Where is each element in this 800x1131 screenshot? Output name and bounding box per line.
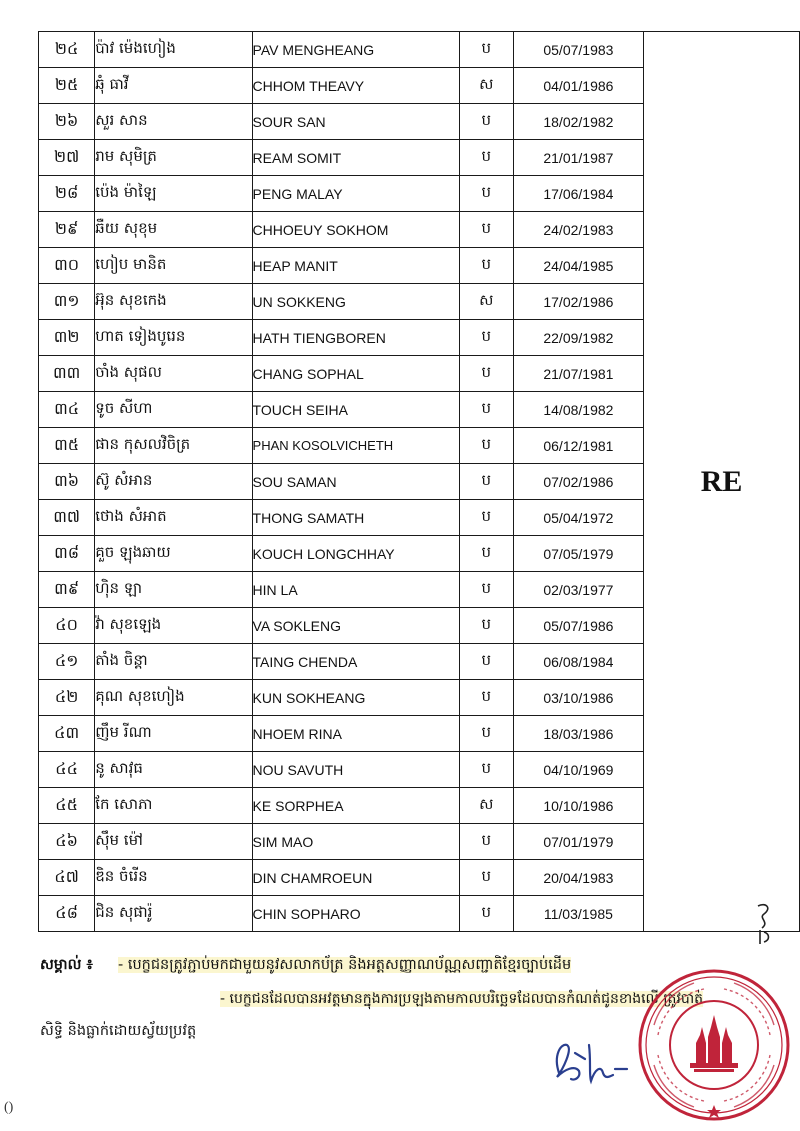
date-of-birth-cell: 03/10/1986: [513, 680, 643, 716]
khmer-name-cell: ថោង សំអាត: [95, 500, 252, 536]
candidate-table-body: [39, 32, 800, 932]
notes-label: សម្គាល់ ៖: [40, 957, 93, 973]
sex-cell: ប: [459, 104, 513, 140]
date-of-birth-cell: 06/08/1984: [513, 644, 643, 680]
sex-cell: ប: [459, 824, 513, 860]
sex-cell: ប: [459, 140, 513, 176]
date-of-birth-cell: 04/01/1986: [513, 68, 643, 104]
khmer-name-cell: ផាន កុសលវិចិត្រ: [95, 428, 252, 464]
date-of-birth-cell: 11/03/1985: [513, 896, 643, 932]
sex-cell: ប: [459, 608, 513, 644]
date-of-birth-cell: 18/02/1982: [513, 104, 643, 140]
signature-image: [545, 1025, 635, 1095]
sex-cell: ប: [459, 752, 513, 788]
latin-name-cell: SIM MAO: [252, 824, 459, 860]
latin-name-cell: CHIN SOPHARO: [252, 896, 459, 932]
date-of-birth-cell: 22/09/1982: [513, 320, 643, 356]
row-number-cell: ៤១: [39, 644, 95, 680]
latin-name-cell: VA SOKLENG: [252, 608, 459, 644]
note-line-1: - បេក្ខជនត្រូវភ្ជាប់មកជាមួយនូវសលាកប័ត្រ និងអត្តសញ្ញាណប័ណ្ណសញ្ជាតិខ្មែរច្បាប់ដើម: [118, 957, 572, 973]
note-line-2: - បេក្ខជនដែលបានអវត្តមានក្នុងការប្រឡងតាមកាលបរិច្ឆេទដែលបានកំណត់ជូនខាងលើ ត្រូវបាត់: [220, 991, 704, 1007]
latin-name-cell: SOUR SAN: [252, 104, 459, 140]
date-of-birth-cell: 02/03/1977: [513, 572, 643, 608]
khmer-name-cell: ប៉ាវ ម៉េងហៀង: [95, 32, 252, 68]
khmer-name-cell: រាម សុមិត្រ: [95, 140, 252, 176]
date-of-birth-cell: 18/03/1986: [513, 716, 643, 752]
sex-cell: ប: [459, 32, 513, 68]
row-number-cell: ៣៥: [39, 428, 95, 464]
date-of-birth-cell: 07/01/1979: [513, 824, 643, 860]
khmer-name-cell: ហ៊ិន ឡា: [95, 572, 252, 608]
latin-name-cell: SOU SAMAN: [252, 464, 459, 500]
khmer-name-cell: អ៊ុន សុខកេង: [95, 284, 252, 320]
latin-name-cell: THONG SAMATH: [252, 500, 459, 536]
khmer-name-cell: ទូច សីហា: [95, 392, 252, 428]
remark-text: RE: [700, 464, 743, 498]
row-number-cell: ៣១: [39, 284, 95, 320]
latin-name-cell: TAING CHENDA: [252, 644, 459, 680]
date-of-birth-cell: 06/12/1981: [513, 428, 643, 464]
latin-name-cell: HATH TIENGBOREN: [252, 320, 459, 356]
date-of-birth-cell: 21/07/1981: [513, 356, 643, 392]
sex-cell: ប: [459, 644, 513, 680]
latin-name-cell: KOUCH LONGCHHAY: [252, 536, 459, 572]
latin-name-cell: PHAN KOSOLVICHETH: [252, 428, 459, 464]
khmer-name-cell: សួរ សាន: [95, 104, 252, 140]
khmer-name-cell: នូ សាវុធ: [95, 752, 252, 788]
row-number-cell: ២៦: [39, 104, 95, 140]
row-number-cell: ៣០: [39, 248, 95, 284]
table-row: [39, 32, 800, 68]
official-seal-icon: [634, 965, 794, 1125]
row-number-cell: ៣៦: [39, 464, 95, 500]
row-number-cell: ៣៨: [39, 536, 95, 572]
row-number-cell: ៤៧: [39, 860, 95, 896]
row-number-cell: ៣៧: [39, 500, 95, 536]
sex-cell: ប: [459, 212, 513, 248]
date-of-birth-cell: 17/02/1986: [513, 284, 643, 320]
sex-cell: ប: [459, 392, 513, 428]
sex-cell: ប: [459, 716, 513, 752]
date-of-birth-cell: 17/06/1984: [513, 176, 643, 212]
khmer-name-cell: ញឹម រីណា: [95, 716, 252, 752]
khmer-name-cell: ចាំង សុផល: [95, 356, 252, 392]
date-of-birth-cell: 05/04/1972: [513, 500, 643, 536]
khmer-name-cell: ឆុំ ធាវី: [95, 68, 252, 104]
row-number-cell: ២៤: [39, 32, 95, 68]
sex-cell: ស: [459, 284, 513, 320]
row-number-cell: ៤៣: [39, 716, 95, 752]
row-number-cell: ៣២: [39, 320, 95, 356]
khmer-name-cell: កែ សោភា: [95, 788, 252, 824]
latin-name-cell: REAM SOMIT: [252, 140, 459, 176]
latin-name-cell: KUN SOKHEANG: [252, 680, 459, 716]
sex-cell: ប: [459, 500, 513, 536]
date-of-birth-cell: 07/05/1979: [513, 536, 643, 572]
row-number-cell: ២៩: [39, 212, 95, 248]
date-of-birth-cell: 10/10/1986: [513, 788, 643, 824]
latin-name-cell: CHANG SOPHAL: [252, 356, 459, 392]
candidate-table: [38, 31, 800, 932]
date-of-birth-cell: 05/07/1986: [513, 608, 643, 644]
row-number-cell: ៤៨: [39, 896, 95, 932]
date-of-birth-cell: 24/02/1983: [513, 212, 643, 248]
khmer-name-cell: គួច ឡុងឆាយ: [95, 536, 252, 572]
khmer-name-cell: ស៊ូ សំអាន: [95, 464, 252, 500]
sex-cell: ប: [459, 248, 513, 284]
latin-name-cell: NHOEM RINA: [252, 716, 459, 752]
khmer-name-cell: តាំង ចិន្តា: [95, 644, 252, 680]
khmer-name-cell: ឌិន ចំរើន: [95, 860, 252, 896]
row-number-cell: ៤៦: [39, 824, 95, 860]
note-line-3: សិទ្ធិ និងធ្លាក់ដោយស្វ័យប្រវត្ត: [40, 1023, 197, 1039]
row-number-cell: ៤៥: [39, 788, 95, 824]
latin-name-cell: PAV MENGHEANG: [252, 32, 459, 68]
sex-cell: ប: [459, 896, 513, 932]
row-number-cell: ២៨: [39, 176, 95, 212]
latin-name-cell: CHHOEUY SOKHOM: [252, 212, 459, 248]
date-of-birth-cell: 04/10/1969: [513, 752, 643, 788]
khmer-name-cell: ហាត ទៀងបូរេន: [95, 320, 252, 356]
date-of-birth-cell: 14/08/1982: [513, 392, 643, 428]
latin-name-cell: TOUCH SEIHA: [252, 392, 459, 428]
margin-initials-mark: [752, 900, 778, 946]
khmer-name-cell: ប៉េង ម៉ាឡៃ: [95, 176, 252, 212]
latin-name-cell: NOU SAVUTH: [252, 752, 459, 788]
latin-name-cell: UN SOKKENG: [252, 284, 459, 320]
sex-cell: ប: [459, 680, 513, 716]
sex-cell: ប: [459, 356, 513, 392]
row-number-cell: ៤០: [39, 608, 95, 644]
khmer-name-cell: ជិន សុផារ៉ូ: [95, 896, 252, 932]
row-number-cell: ២៥: [39, 68, 95, 104]
latin-name-cell: HEAP MANIT: [252, 248, 459, 284]
row-number-cell: ៣៩: [39, 572, 95, 608]
row-number-cell: ៣៣: [39, 356, 95, 392]
row-number-cell: ២៧: [39, 140, 95, 176]
date-of-birth-cell: 24/04/1985: [513, 248, 643, 284]
remarks-cell: [644, 32, 800, 932]
latin-name-cell: KE SORPHEA: [252, 788, 459, 824]
sex-cell: ប: [459, 536, 513, 572]
sex-cell: ស: [459, 68, 513, 104]
sex-cell: ស: [459, 788, 513, 824]
latin-name-cell: PENG MALAY: [252, 176, 459, 212]
date-of-birth-cell: 05/07/1983: [513, 32, 643, 68]
date-of-birth-cell: 21/01/1987: [513, 140, 643, 176]
sex-cell: ប: [459, 428, 513, 464]
khmer-name-cell: ហៀប មានិត: [95, 248, 252, 284]
sex-cell: ប: [459, 572, 513, 608]
sex-cell: ប: [459, 320, 513, 356]
khmer-name-cell: វ៉ា សុខឡេង: [95, 608, 252, 644]
khmer-name-cell: ស៊ឹម ម៉ៅ: [95, 824, 252, 860]
sex-cell: ប: [459, 860, 513, 896]
row-number-cell: ៤៤: [39, 752, 95, 788]
sex-cell: ប: [459, 464, 513, 500]
khmer-name-cell: ឆឺយ សុខុម: [95, 212, 252, 248]
date-of-birth-cell: 07/02/1986: [513, 464, 643, 500]
latin-name-cell: HIN LA: [252, 572, 459, 608]
khmer-name-cell: គុណ សុខហៀង: [95, 680, 252, 716]
latin-name-cell: DIN CHAMROEUN: [252, 860, 459, 896]
corner-scan-mark: (): [4, 1100, 14, 1115]
latin-name-cell: CHHOM THEAVY: [252, 68, 459, 104]
date-of-birth-cell: 20/04/1983: [513, 860, 643, 896]
row-number-cell: ៤២: [39, 680, 95, 716]
row-number-cell: ៣៤: [39, 392, 95, 428]
sex-cell: ប: [459, 176, 513, 212]
